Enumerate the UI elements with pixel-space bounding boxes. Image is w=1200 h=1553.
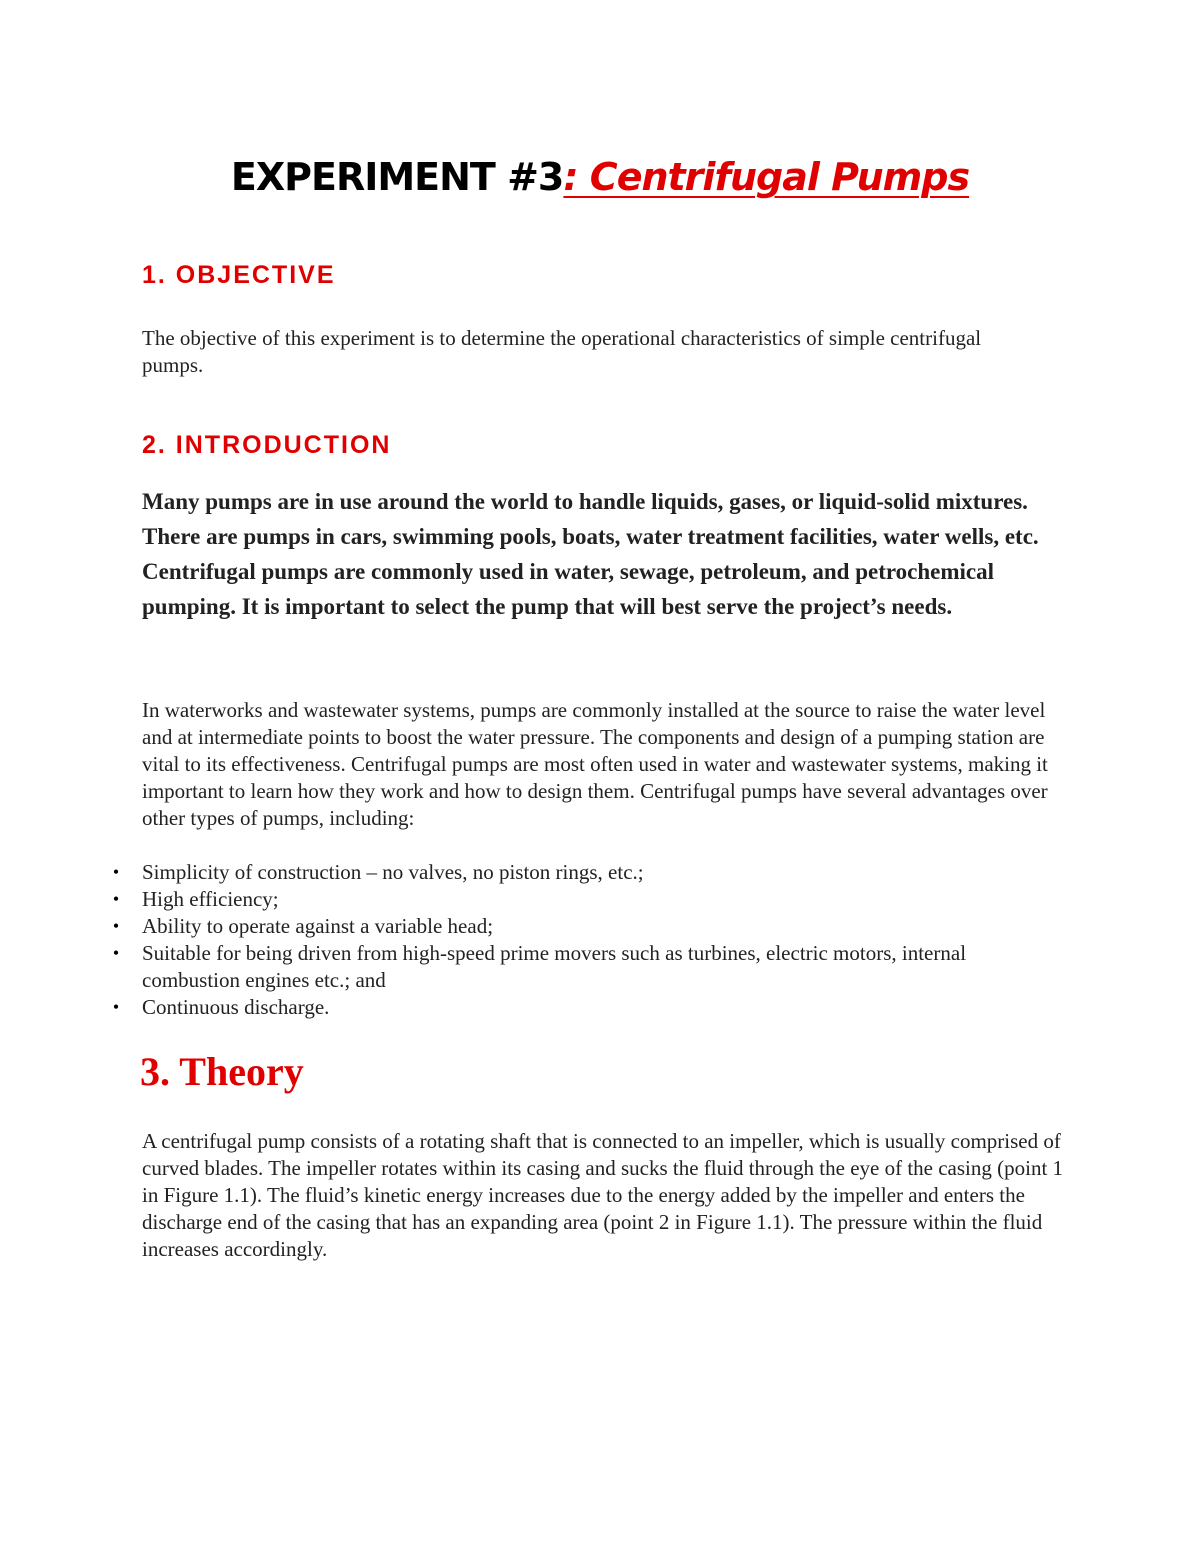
introduction-paragraph: In waterworks and wastewater systems, pumps are commonly installed at the source to raise the water level and at intermediate points to boost the water pressure. The components and design of a pumping station are vital to its effectiveness. Centrifugal pumps are most often used in water and wastewater systems, making it important to learn how they work and how to design them. Centrifugal pumps have several advantages over other types of pumps, including:: [142, 698, 1048, 830]
advantages-list: [112, 859, 1042, 1021]
bullet-icon: •: [112, 997, 120, 1017]
bullet-icon: •: [112, 916, 120, 936]
list-item-text: High efficiency;: [142, 887, 279, 911]
theory-paragraph: A centrifugal pump consists of a rotating shaft that is connected to an impeller, which is usually comprised of curved blades. The impeller rotates within its casing and sucks the fluid through the eye of the casing (point 1 in Figure 1.1). The fluid’s kinetic energy increases due to the energy added by the impeller and enters the discharge end of the casing that has an expanding area (point 2 in Figure 1.1). The pressure within the fluid increases accordingly.: [142, 1129, 1064, 1261]
title-accent: : Centrifugal Pumps: [563, 155, 970, 199]
list-item-text: Ability to operate against a variable head;: [142, 914, 494, 938]
bullet-icon: •: [112, 889, 120, 909]
list-item-text: Suitable for being driven from high-speed prime movers such as turbines, electric motors, internal combustion engines etc.; and: [142, 941, 967, 992]
list-item: [112, 994, 1042, 1021]
list-item: [112, 886, 1042, 913]
list-item-text: Simplicity of construction – no valves, no piston rings, etc.;: [142, 860, 644, 884]
introduction-bold-paragraph: Many pumps are in use around the world to handle liquids, gases, or liquid-solid mixtures. There are pumps in cars, swimming pools, boats, water treatment facilities, water wells, etc. Centrifugal pumps are commonly used in water, sewage, petroleum, and petrochemical pumping. It is important to select the pump that will best serve the project’s needs.: [142, 489, 1039, 619]
title-prefix: EXPERIMENT #3: [230, 155, 564, 199]
list-item: [112, 913, 1042, 940]
list-item-text: Continuous discharge.: [142, 995, 330, 1019]
bullet-icon: •: [112, 862, 120, 882]
theory-heading: 3. Theory: [140, 1049, 304, 1094]
list-item: [112, 859, 1042, 886]
objective-heading: 1. OBJECTIVE: [142, 261, 336, 289]
introduction-heading: 2. INTRODUCTION: [142, 431, 392, 459]
bullet-icon: •: [112, 943, 120, 963]
document-title: [0, 150, 1200, 204]
list-item: [112, 940, 1042, 994]
objective-text: The objective of this experiment is to determine the operational characteristics of simple centrifugal pumps.: [142, 326, 982, 377]
